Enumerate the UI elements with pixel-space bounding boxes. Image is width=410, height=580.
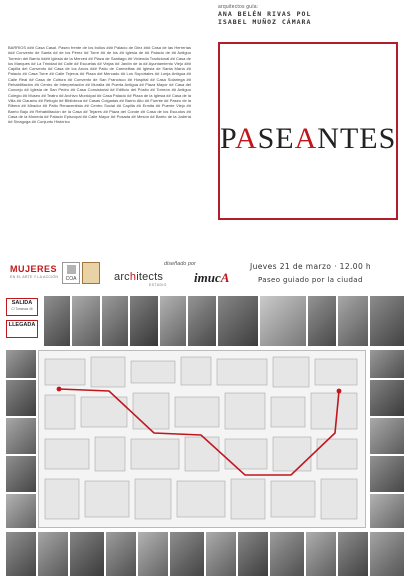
logo-part-3: NTES xyxy=(317,122,397,155)
event-description: Paseo guiado por la ciudad xyxy=(258,276,363,284)
route-photo xyxy=(370,532,404,576)
route-photo xyxy=(218,296,258,346)
route-map-section xyxy=(6,296,404,576)
imuca-logo: imucA xyxy=(194,270,230,285)
route-photo xyxy=(130,296,158,346)
estudio-label: ESTUDIO xyxy=(149,283,167,287)
route-photo xyxy=(370,350,404,378)
route-photo xyxy=(338,532,368,576)
route-photo xyxy=(44,296,70,346)
logo-part-2: SE xyxy=(257,122,295,155)
route-photo xyxy=(38,532,68,576)
route-photo xyxy=(6,380,36,416)
route-photo xyxy=(188,296,216,346)
route-photo xyxy=(6,494,36,528)
designed-by-label: diseñado por xyxy=(164,261,196,267)
route-photo xyxy=(6,418,36,454)
route-photo xyxy=(6,532,36,576)
route-photo xyxy=(206,532,236,576)
event-logo-box xyxy=(218,42,398,220)
guide-name-2: ISABEL MUÑOZ CÁMARA xyxy=(218,18,312,26)
route-photo xyxy=(138,532,168,576)
route-end-marker xyxy=(337,389,342,394)
route-end-label: LLEGADA xyxy=(6,320,38,338)
route-photo-dove xyxy=(260,296,306,346)
route-photo xyxy=(72,296,100,346)
guides-label: arquitectos guía: xyxy=(218,4,259,10)
route-photo xyxy=(338,296,368,346)
event-date: Jueves 21 de marzo · 12.00 h xyxy=(250,262,372,271)
route-photo xyxy=(370,456,404,492)
guide-credits xyxy=(218,4,398,26)
route-photo xyxy=(170,532,204,576)
route-photo xyxy=(160,296,186,346)
route-photo xyxy=(370,494,404,528)
route-photo xyxy=(270,532,304,576)
route-photo xyxy=(102,296,128,346)
guide-name-1: ANA BELÉN RIVAS POL xyxy=(218,10,312,18)
logo-a-1: A xyxy=(234,122,258,155)
mujeres-logo: MUJERES xyxy=(10,264,58,274)
route-photo xyxy=(70,532,104,576)
map-drawing xyxy=(39,351,365,527)
route-photo xyxy=(370,296,404,346)
logo-a-2: A xyxy=(294,122,318,155)
coa-logo: COA xyxy=(62,262,80,284)
mujeres-logo-subtitle: EN EL ARTE Y LA ACCIÓN xyxy=(10,275,59,279)
architects-logo: architects xyxy=(114,271,164,283)
sponsor-logos xyxy=(10,261,230,292)
route-photo xyxy=(6,350,36,378)
route-photo xyxy=(238,532,268,576)
route-photo xyxy=(106,532,136,576)
route-map xyxy=(38,350,366,528)
route-start-marker xyxy=(57,387,62,392)
logo-part-1: P xyxy=(220,122,235,155)
project-list-text: BARRIOS ### Casa Casal. Paseo frente de los bollos ### Palacio de Diez ### Casa de las Herrerías ### Convento de Santa ## de los Pérez ## Torre ## de los ## Iglesia de ## Palacio de ## Antiguo Torreón del Barrio #### Iglesia de la Merced ## Plaza de Santiago ## Vivienda Tradicional ## Casa de los Marques ## La Trinidad ## Calle ## Escuelas ## Viejas ## Jardín de la ## Ayuntamiento Viejo ### Capilla del Convento ## Casa de los Arcos ### Patio de Carmelitas ## Iglesia de Santa María ## Palacio ## Casa Torre ## Calle Tejeros ## Plaza del Mercado ## Los Soportales ## Lonja Antigua ## Calle Real ## Casa de Cultura ## Convento de San Francisco ## Hospital ## Casa Solariega ## Rehabilitación ## Centro de Interpretación ## Muralla ## Puerta Antigua ## Plaza Mayor ## Casa del Concejo ## Iglesia de San Pedro ## Casa Consistorial ## Edificio del Pósito ## Torreón ## Antiguo Colegio ## Museo ## Teatro ## Archivo Municipal ## Casa Palacio ## Plaza de la Iglesia ## Casa de la Villa ## Claustro ## Refugio ## Biblioteca ## Casas Colgadas ## Barrio Alto ## Fuente ## Paseo de la Ribera ## Mirador ## Patio Renacentista ## Centro Social ## Capilla ## Ermita ## Puente Viejo ## Barrio Bajo ## Rehabilitación de la Casa ## Tejares ## Plaza del Conde ## Casa de los Escudos ## Casa de la Moneda ## Palacio Episcopal ## Calle Mayor ## Posada ## Mesón ## Barrio de la Judería ## Sinagoga ## Conjunto Histórico xyxy=(8,45,191,125)
city-shield-logo xyxy=(82,262,100,284)
route-photo xyxy=(308,296,336,346)
route-photo xyxy=(370,380,404,416)
route-photo xyxy=(6,456,36,492)
route-photo xyxy=(306,532,336,576)
route-start-label: SALIDA C/ Tomasas 46 xyxy=(6,298,38,316)
route-photo xyxy=(370,418,404,454)
event-logo xyxy=(220,122,396,156)
